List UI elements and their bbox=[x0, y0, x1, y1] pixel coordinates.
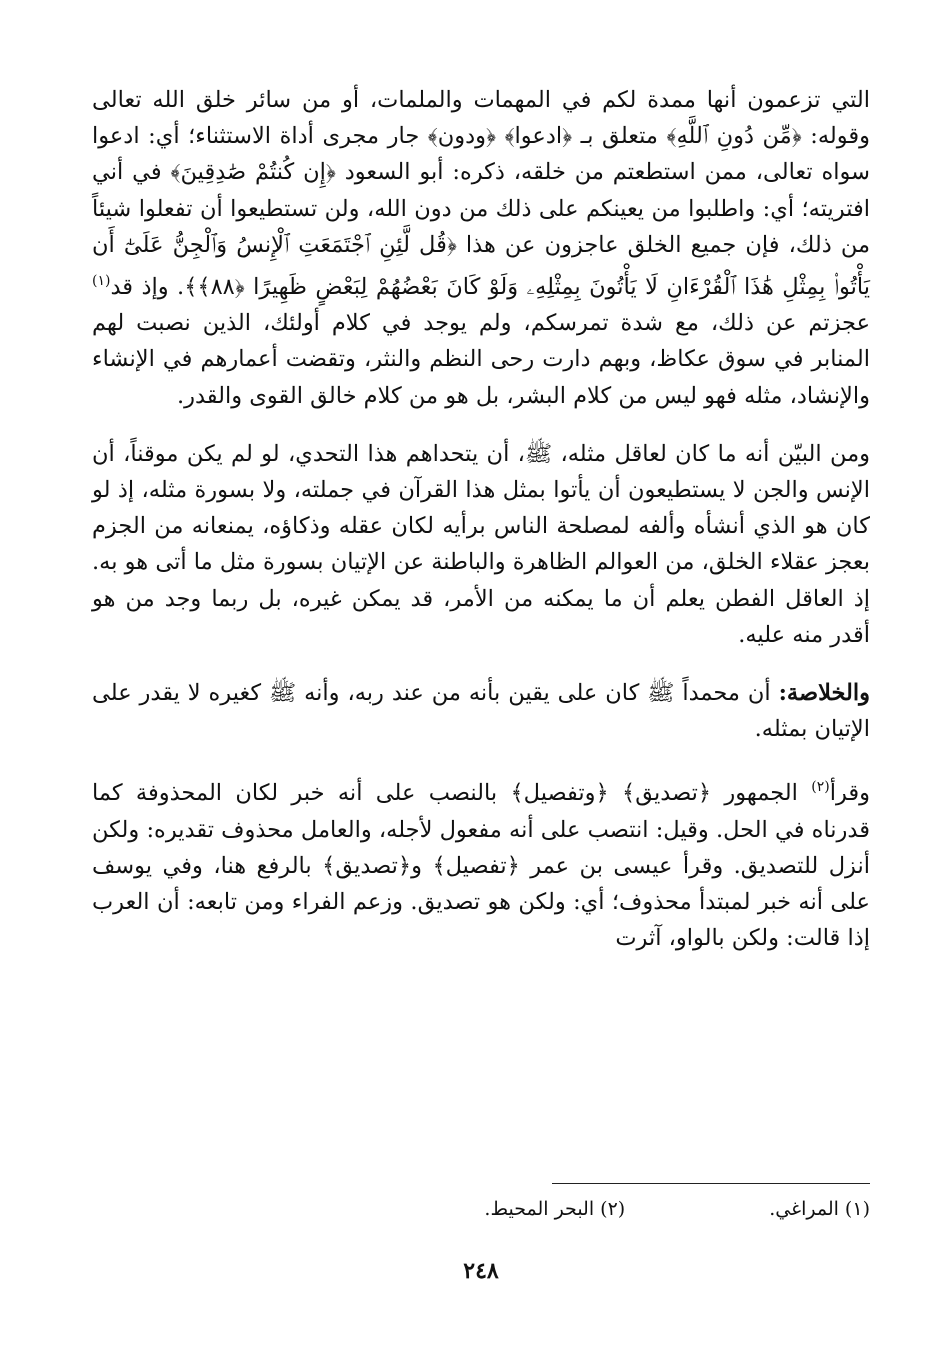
page bbox=[92, 82, 870, 1322]
paragraph-4 bbox=[92, 769, 870, 956]
page-number: ٢٤٨ bbox=[463, 1258, 499, 1284]
paragraph-1-tail: عجزتم عن ذلك، مع شدة تمرسكم، ولم يوجد في كلام أولئك، الذين نصبت لهم المنابر في سوق عكاظ، وبهم دارت رحى النظم والنثر، وتقضت أعمارهم في الإنشاء والإنشاد، مثله فهو ليس من كلام البشر، بل هو من كلام خالق القوى والقدر. bbox=[92, 310, 870, 409]
footnotes bbox=[92, 1198, 870, 1220]
footnote-ref-1: (١) bbox=[92, 273, 111, 290]
paragraph-1 bbox=[92, 82, 870, 414]
footnote-divider bbox=[552, 1183, 870, 1184]
conclusion-label: والخلاصة: bbox=[778, 680, 870, 707]
conclusion-text: أن محمداً ﷺ كان على يقين بأنه من عند ربه، وأنه ﷺ كغيره لا يقدر على الإتيان بمثله. bbox=[92, 680, 870, 743]
paragraph-2: ومن البيّن أنه ما كان لعاقل مثله، ﷺ، أن يتحداهم هذا التحدي، لو لم يكن موقناً، أن الإنس والجن لا يستطيعون أن يأتوا بمثل هذا القرآن في جملته، ولا بسورة مثله، إذ لو كان هو الذي أنشأه وألفه لمصلحة الناس برأيه لكان عقله وذكاؤه، يمنعانه من الجزم بعجز عقلاء الخلق، من العوالم الظاهرة والباطنة عن الإتيان بسورة مثل ما أتى هو به. إذ العاقل الفطن يعلم أن ما يمكنه من الأمر، قد يمكن غيره، بل ربما وجد من هو أقدر منه عليه. bbox=[92, 440, 870, 648]
paragraph-4-lead: وقرأ bbox=[829, 780, 870, 807]
footnote-1: (١) المراغي. bbox=[769, 1198, 870, 1220]
paragraph-4-text: الجمهور ﴿تصديق﴾ ﴿وتفصيل﴾ بالنصب على أنه خبر لكان المحذوفة كما قدرناه في الحل. وقيل: انتصب على أنه مفعول لأجله، والعامل محذوف تقديره: ولكن أنزل للتصديق. وقرأ عيسى بن عمر ﴿تفصيل﴾ و﴿تصديق﴾ بالرفع هنا، وفي يوسف على أنه خبر لمبتدأ محذوف؛ أي: ولكن هو تصديق. وزعم الفراء ومن تابعه: أن العرب إذا قالت: ولكن بالواو، آثرت bbox=[92, 780, 870, 952]
paragraph-1-text: التي تزعمون أنها ممدة لكم في المهمات والملمات، أو من سائر خلق الله تعالى وقوله: ﴿مِّن دُونِ ٱللَّهِ﴾ متعلق بـ ﴿ادعوا﴾ ﴿ودون﴾ جار مجرى أداة الاستثناء؛ أي: ادعوا سواه تعالى، ممن استطعتم من خلقه، ذكره: أبو السعود ﴿إِن كُنتُمْ صَٰدِقِينَ﴾ في أني افتريته؛ أي: واطلبوا من يعينكم على ذلك من دون الله، ولن تستطيعوا أن تفعلوا شيئاً من ذلك، فإن جميع الخلق عاجزون عن هذا ﴿قُل لَّئِنِ ٱجْتَمَعَتِ ٱلْإِنسُ وَٱلْجِنُّ عَلَىٰٓ أَن يَأْتُوا۟ بِمِثْلِ هَٰذَا ٱلْقُرْءَانِ لَا يَأْتُونَ بِمِثْلِهِۦ وَلَوْ كَانَ بَعْضُهُمْ لِبَعْضٍ ظَهِيرًا ﴿٨٨﴾﴾. وإذ قد bbox=[92, 87, 870, 301]
footnote-ref-2: (٢) bbox=[811, 779, 830, 796]
conclusion-paragraph bbox=[92, 675, 870, 747]
footnote-2: (٢) البحر المحيط. bbox=[484, 1198, 626, 1220]
